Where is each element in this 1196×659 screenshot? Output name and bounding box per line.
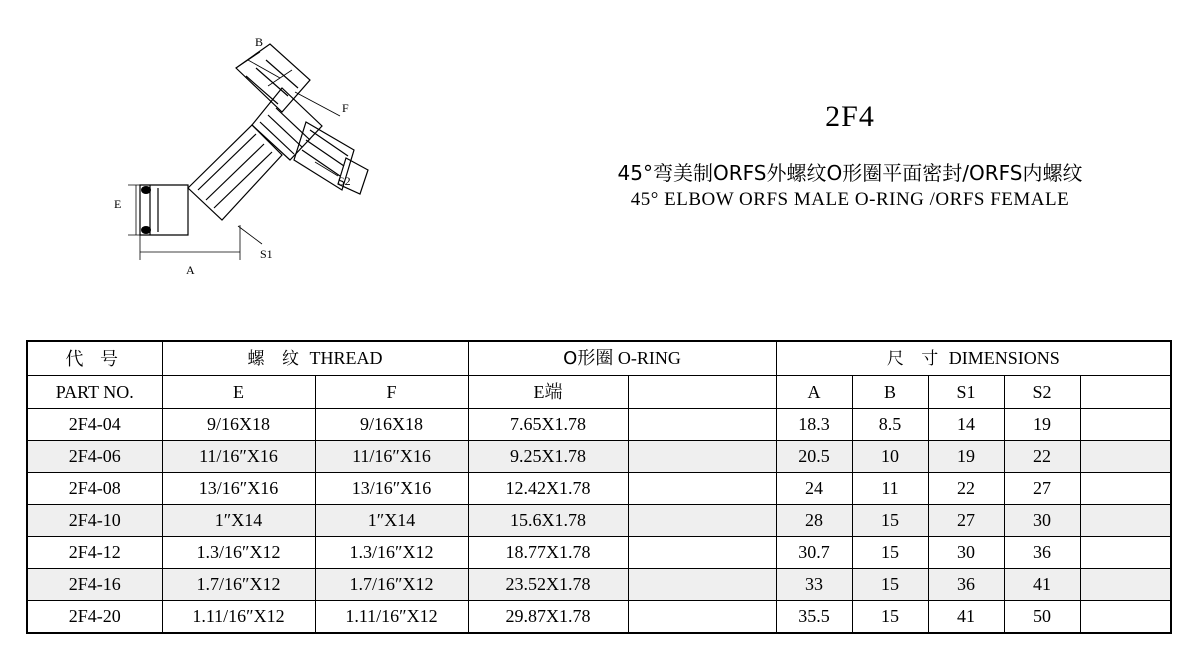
sub-header-part-no: PART NO. [27, 376, 162, 409]
part-code: 2F4 [825, 100, 875, 133]
cell-s1: 41 [928, 601, 1004, 634]
cell-e: 13/16″X16 [162, 473, 315, 505]
cell-s2: 36 [1004, 537, 1080, 569]
fitting-technical-drawing [110, 30, 440, 290]
cell-f: 1.11/16″X12 [315, 601, 468, 634]
group-header-oring-en: O-RING [617, 348, 681, 368]
cell-f: 1.3/16″X12 [315, 537, 468, 569]
cell-part-no: 2F4-08 [27, 473, 162, 505]
group-header-part-no: 代 号 [27, 341, 162, 376]
cell-f: 11/16″X16 [315, 441, 468, 473]
table-sub-header-row [27, 376, 1171, 409]
cell-e-end: 12.42X1.78 [468, 473, 628, 505]
cell-oring-blank [628, 569, 776, 601]
table-row [27, 473, 1171, 505]
drawing-label-f: F [342, 101, 349, 115]
cell-a: 33 [776, 569, 852, 601]
cell-s1: 22 [928, 473, 1004, 505]
cell-dim-blank [1080, 505, 1171, 537]
table-row [27, 569, 1171, 601]
sub-header-b: B [852, 376, 928, 409]
cell-a: 35.5 [776, 601, 852, 634]
cell-dim-blank [1080, 537, 1171, 569]
cell-f: 1″X14 [315, 505, 468, 537]
cell-s1: 36 [928, 569, 1004, 601]
cell-dim-blank [1080, 409, 1171, 441]
cell-a: 30.7 [776, 537, 852, 569]
cell-e-end: 18.77X1.78 [468, 537, 628, 569]
cell-oring-blank [628, 601, 776, 634]
cell-dim-blank [1080, 441, 1171, 473]
cell-e-end: 9.25X1.78 [468, 441, 628, 473]
cell-s2: 30 [1004, 505, 1080, 537]
cell-f: 13/16″X16 [315, 473, 468, 505]
cell-dim-blank [1080, 473, 1171, 505]
cell-b: 15 [852, 537, 928, 569]
cell-s1: 14 [928, 409, 1004, 441]
cell-oring-blank [628, 473, 776, 505]
cell-s2: 19 [1004, 409, 1080, 441]
group-header-dimensions-cn: 尺 寸 [886, 349, 945, 369]
table-row [27, 537, 1171, 569]
group-header-dimensions [776, 341, 1171, 376]
cell-b: 11 [852, 473, 928, 505]
table-row [27, 505, 1171, 537]
group-header-thread-cn: 螺 纹 [247, 349, 305, 369]
cell-b: 8.5 [852, 409, 928, 441]
group-header-dimensions-en: DIMENSIONS [948, 348, 1060, 368]
drawing-label-e: E [114, 197, 122, 211]
group-header-oring [468, 341, 776, 376]
cell-b: 15 [852, 505, 928, 537]
cell-a: 28 [776, 505, 852, 537]
drawing-label-s1: S1 [260, 247, 273, 261]
cell-e-end: 29.87X1.78 [468, 601, 628, 634]
cell-dim-blank [1080, 601, 1171, 634]
sub-header-s1: S1 [928, 376, 1004, 409]
sub-header-dim-blank [1080, 376, 1171, 409]
cell-a: 24 [776, 473, 852, 505]
drawing-label-s2: S2 [338, 174, 351, 188]
cell-e-end: 15.6X1.78 [468, 505, 628, 537]
cell-b: 15 [852, 569, 928, 601]
table-row [27, 409, 1171, 441]
cell-s2: 50 [1004, 601, 1080, 634]
cell-s1: 27 [928, 505, 1004, 537]
group-header-oring-cn: O形圈 [563, 348, 614, 369]
title-block [520, 100, 1180, 213]
cell-e: 1.11/16″X12 [162, 601, 315, 634]
cell-s1: 19 [928, 441, 1004, 473]
cell-f: 9/16X18 [315, 409, 468, 441]
cell-part-no: 2F4-12 [27, 537, 162, 569]
cell-part-no: 2F4-06 [27, 441, 162, 473]
cell-e-end: 23.52X1.78 [468, 569, 628, 601]
cell-e: 11/16″X16 [162, 441, 315, 473]
sub-header-e: E [162, 376, 315, 409]
group-header-thread-en: THREAD [309, 348, 383, 368]
cell-part-no: 2F4-10 [27, 505, 162, 537]
cell-part-no: 2F4-16 [27, 569, 162, 601]
cell-s2: 41 [1004, 569, 1080, 601]
cell-e: 1.7/16″X12 [162, 569, 315, 601]
cell-e: 9/16X18 [162, 409, 315, 441]
cell-e: 1″X14 [162, 505, 315, 537]
cell-f: 1.7/16″X12 [315, 569, 468, 601]
cell-s2: 22 [1004, 441, 1080, 473]
fitting-drawing-svg [110, 30, 440, 290]
sub-header-oring-blank [628, 376, 776, 409]
specification-table [26, 340, 1172, 634]
description-chinese: 45°弯美制ORFS外螺纹O形圈平面密封/ORFS内螺纹 [617, 161, 1083, 185]
table-row [27, 441, 1171, 473]
cell-a: 18.3 [776, 409, 852, 441]
description-english: 45° ELBOW ORFS MALE O-RING /ORFS FEMALE [630, 189, 1070, 210]
cell-oring-blank [628, 409, 776, 441]
cell-oring-blank [628, 505, 776, 537]
cell-b: 15 [852, 601, 928, 634]
cell-oring-blank [628, 441, 776, 473]
cell-part-no: 2F4-20 [27, 601, 162, 634]
table-row [27, 601, 1171, 634]
cell-s2: 27 [1004, 473, 1080, 505]
cell-e: 1.3/16″X12 [162, 537, 315, 569]
cell-e-end: 7.65X1.78 [468, 409, 628, 441]
cell-s1: 30 [928, 537, 1004, 569]
drawing-label-a: A [186, 263, 195, 277]
sub-header-e-end: E端 [468, 376, 628, 409]
table-group-header-row [27, 341, 1171, 376]
cell-b: 10 [852, 441, 928, 473]
cell-part-no: 2F4-04 [27, 409, 162, 441]
cell-oring-blank [628, 537, 776, 569]
sub-header-a: A [776, 376, 852, 409]
drawing-label-b: B [255, 35, 264, 49]
sub-header-f: F [315, 376, 468, 409]
cell-dim-blank [1080, 569, 1171, 601]
sub-header-s2: S2 [1004, 376, 1080, 409]
cell-a: 20.5 [776, 441, 852, 473]
specification-table-wrapper [26, 340, 1170, 634]
group-header-thread [162, 341, 468, 376]
header-area [0, 0, 1196, 320]
